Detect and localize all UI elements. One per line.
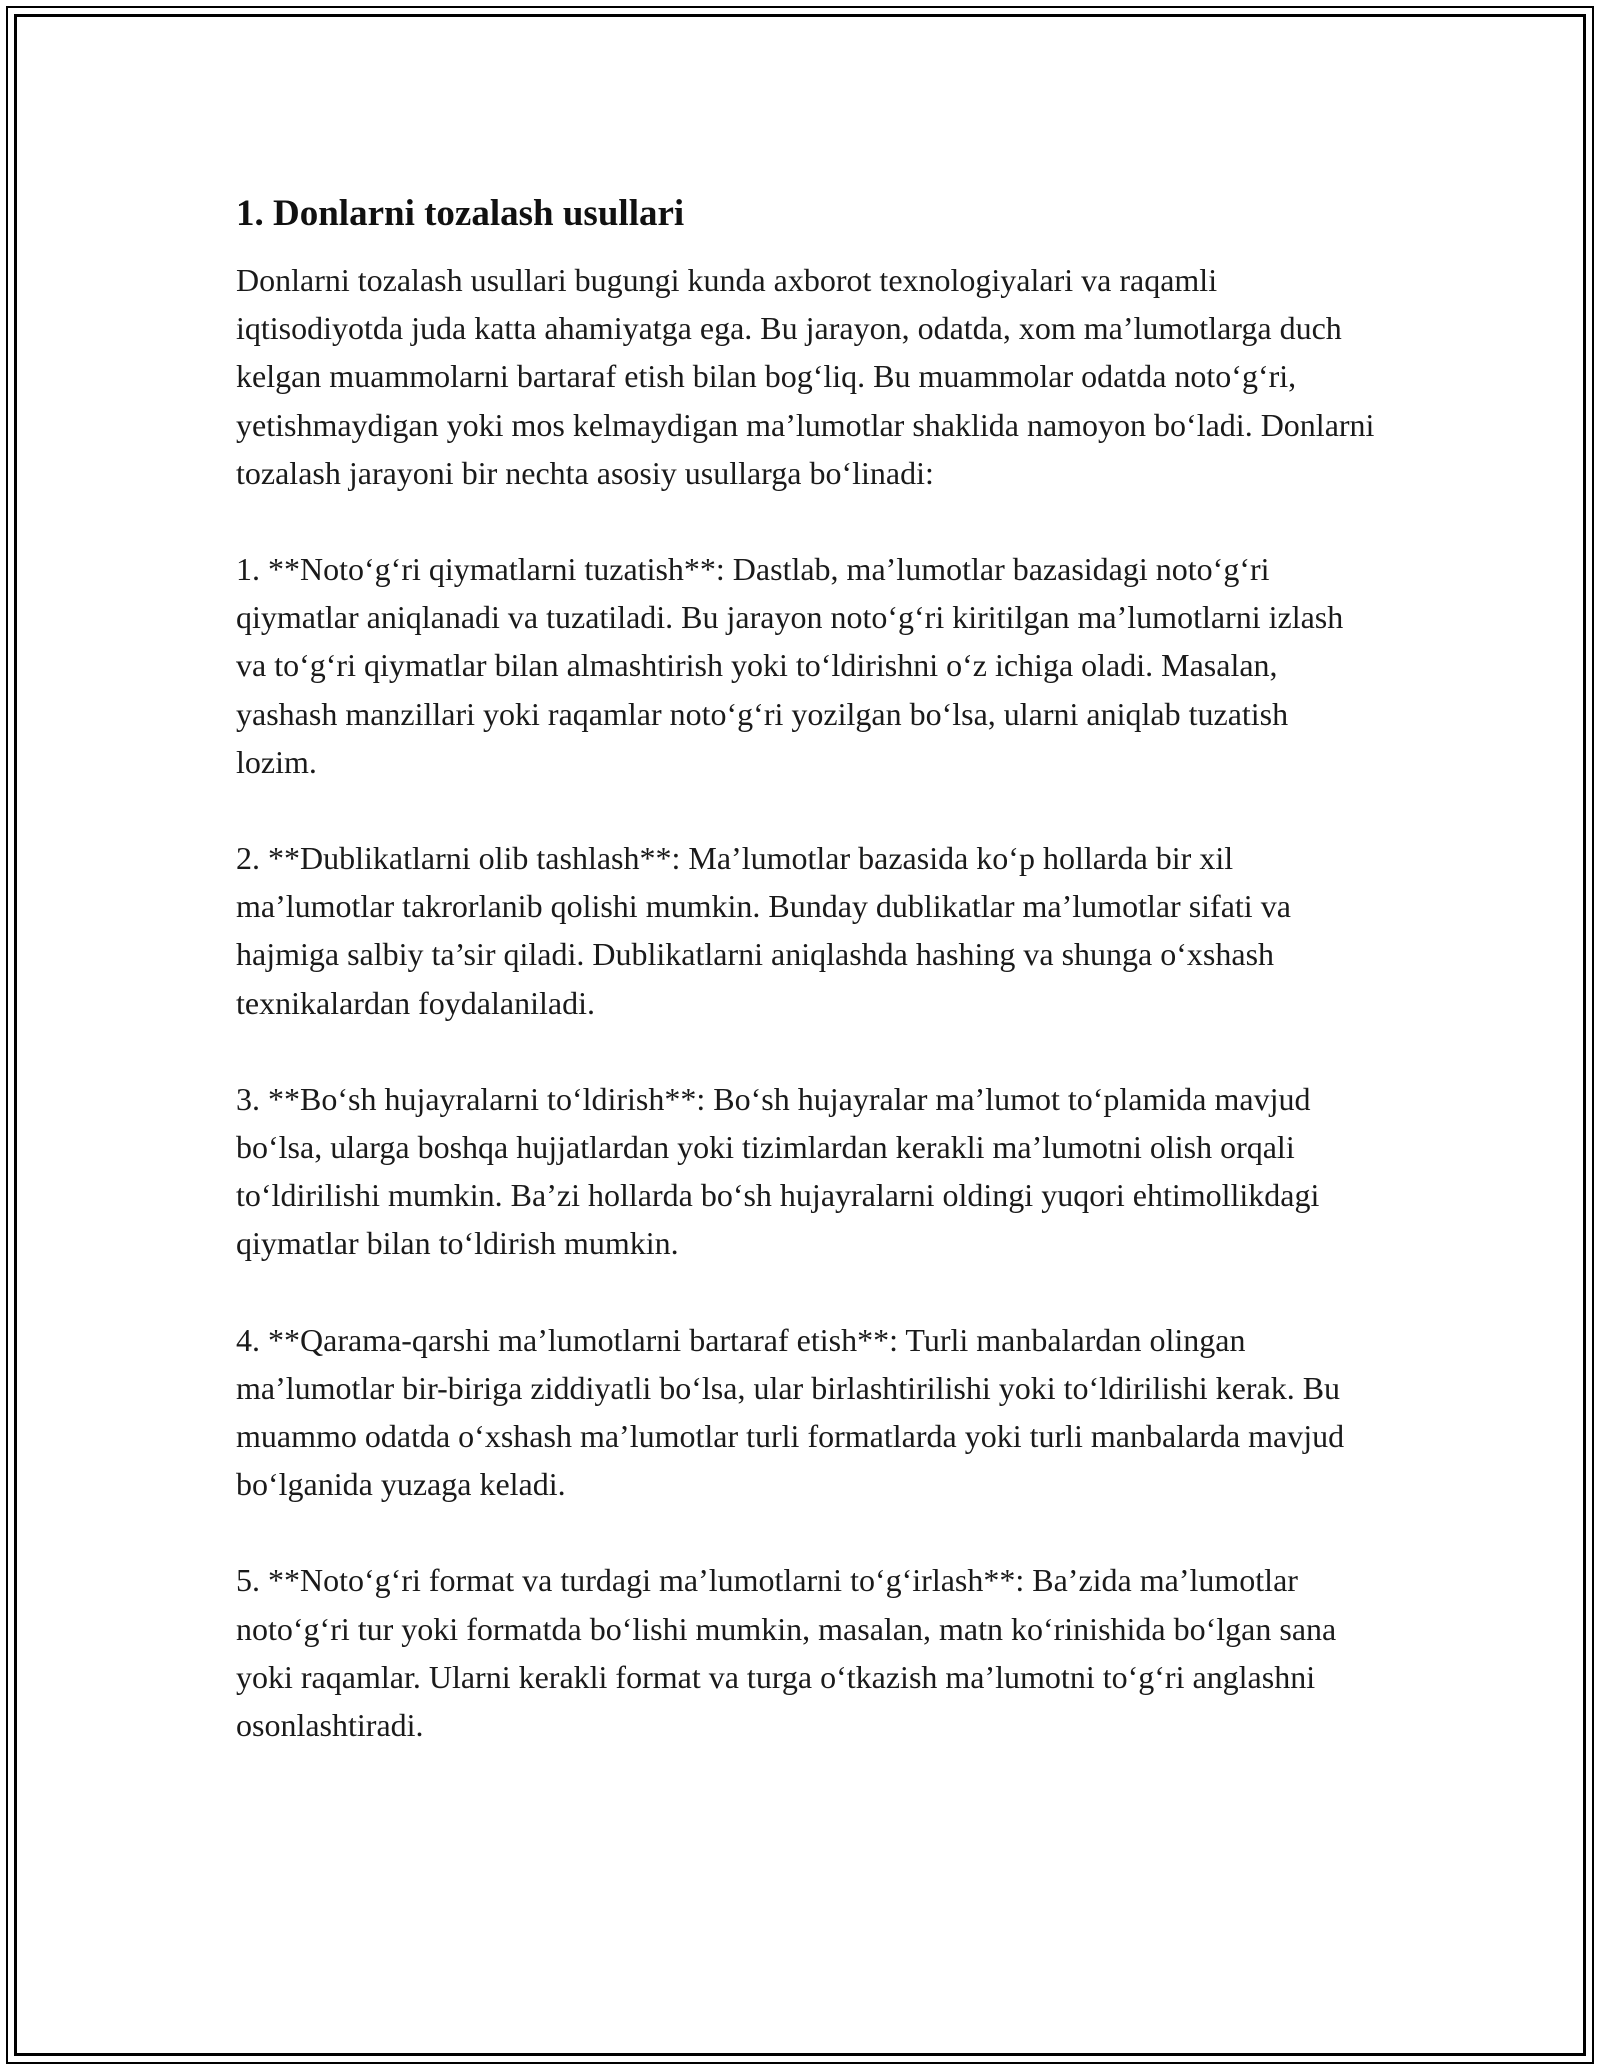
intro-paragraph: Donlarni tozalash usullari bugungi kunda axborot texnologiyalari va raqamli iqtisodiyotda juda katta ahamiyatga ega. Bu jarayon, odatda, xom ma’lumotlarga duch kelgan muammolarni bartaraf etish bilan bog‘liq. Bu muammolar odatda noto‘g‘ri, yetishmaydigan yoki mos kelmaydigan ma’lumotlar shaklida namoyon bo‘ladi. Donlarni tozalash jarayoni bir nechta asosiy usullarga bo‘linadi:	[236, 262, 1375, 491]
list-item-5: 5. **Noto‘g‘ri format va turdagi ma’lumotlarni to‘g‘irlash**: Ba’zida ma’lumotlar noto‘g‘ri tur yoki formatda bo‘lishi mumkin, masalan, matn ko‘rinishida bo‘lgan sana yoki raqamlar. Ularni kerakli format va turga o‘tkazish ma’lumotni to‘g‘ri anglashni osonlashtiradi.	[236, 1562, 1337, 1744]
list-item-4: 4. **Qarama-qarshi ma’lumotlarni bartaraf etish**: Turli manbalardan olingan ma’lumotlar bir-biriga ziddiyatli bo‘lsa, ular birlashtirilishi yoki to‘ldirilishi kerak. Bu muammo odatda o‘xshash ma’lumotlar turli formatlarda yoki turli manbalarda mavjud bo‘lganida yuzaga keladi.	[236, 1321, 1345, 1503]
list-item-3: 3. **Bo‘sh hujayralarni to‘ldirish**: Bo‘sh hujayralar ma’lumot to‘plamida mavjud bo‘lsa, ularga boshqa hujjatlardan yoki tizimlardan kerakli ma’lumotni olish orqali to‘ldirilishi mumkin. Ba’zi hollarda bo‘sh hujayralarni oldingi yuqori ehtimollikdagi qiymatlar bilan to‘ldirish mumkin.	[236, 1080, 1320, 1262]
list-item-1: 1. **Noto‘g‘ri qiymatlarni tuzatish**: Dastlab, ma’lumotlar bazasidagi noto‘g‘ri qiymatlar aniqlanadi va tuzatiladi. Bu jarayon noto‘g‘ri kiritilgan ma’lumotlarni izlash va to‘g‘ri qiymatlar bilan almashtirish yoki to‘ldirishni o‘z ichiga oladi. Masalan, yashash manzillari yoki raqamlar noto‘g‘ri yozilgan bo‘lsa, ularni aniqlab tuzatish lozim.	[236, 551, 1344, 780]
list-item-2: 2. **Dublikatlarni olib tashlash**: Ma’lumotlar bazasida ko‘p hollarda bir xil ma’lumotlar takrorlanib qolishi mumkin. Bunday dublikatlar ma’lumotlar sifati va hajmiga salbiy ta’sir qiladi. Dublikatlarni aniqlashda hashing va shunga o‘xshash texnikalardan foydalaniladi.	[236, 840, 1291, 1021]
document-title: 1. Donlarni tozalash usullari	[236, 193, 685, 234]
document-body	[236, 190, 1376, 1797]
